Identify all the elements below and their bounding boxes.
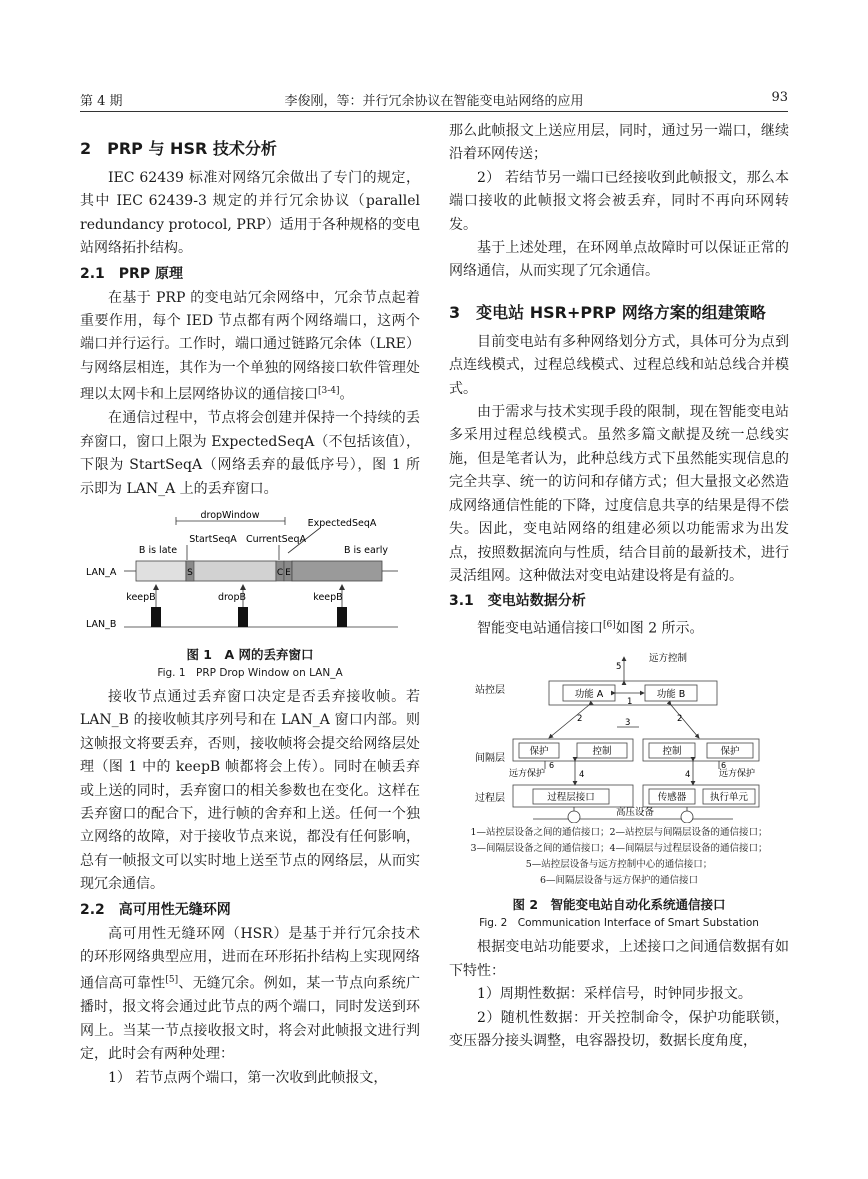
label-s: S <box>187 567 193 578</box>
paragraph: 接收节点通过丢弃窗口决定是否丢弃接收帧。若 LAN_B 的接收帧其序列号和在 LAN_A 窗口内部。则这帧报文将要丢弃，否则，接收帧将会提交给网络层处理（图 1 中的 keepB 帧都将会上传）。同时在帧丢弃或上送的同时，丢弃窗口的相关参数也在变化。这样在丢弃窗口的配合下，进行帧的舍弃和上送。任何一个独立网络的故障，对于接收节点来说，都没有任何影响，总有一帧报文可以实时地上送至节点的网络层，从而实现冗余通信。 <box>80 688 420 893</box>
num-3: 3 <box>625 718 631 729</box>
label-b-late: B is late <box>138 544 178 556</box>
figure-2-caption-en: Fig. 2 Communication Interface of Smart Substation <box>479 917 759 930</box>
section-3-1-title: 3.1 变电站数据分析 <box>449 593 586 610</box>
paragraph: 1） 若节点两个端口，第一次收到此帧报文， <box>108 1069 388 1086</box>
paragraph: IEC 62439 标准对网络冗余做出了专门的规定，其中 IEC 62439-3 规定的并行冗余协议（parallel redundancy protocol, PRP）适用于各种规格的变电站网络拓扑结构。 <box>80 170 420 257</box>
citation: [6] <box>603 620 616 631</box>
running-title: 李俊刚，等：并行冗余协议在智能变电站网络的应用 <box>284 94 584 109</box>
paragraph: 2）随机性数据：开关控制命令，保护功能联锁，变压器分接头调整，电容器投切，数据长度角度， <box>449 1009 789 1049</box>
paragraph: 高可用性无缝环网（HSR）是基于并行冗余技术的环形网络典型应用，进而在环形拓扑结构上实现网络通信高可靠性[5]、无缝冗余。例如，某一节点向系统广播时，报文将会通过此节点的两个端口，同时发送到环网上。当某一节点接收报文时，将会对此帧报文进行判定，此时会有两种处理： <box>80 925 421 1063</box>
label-keep-b-1: keepB <box>126 591 156 603</box>
label-remote-protect-left: 远方保护 <box>509 769 546 780</box>
label-protect-right: 保护 <box>720 746 740 758</box>
label-hv-equipment: 高压设备 <box>615 807 655 819</box>
figure-1-caption: 图 1 A 网的丢弃窗口 <box>186 646 314 662</box>
label-remote-control: 远方控制 <box>649 653 688 665</box>
label-control-left: 控制 <box>592 746 612 758</box>
figure-1-drop-window <box>80 507 420 639</box>
label-func-a: 功能 A <box>574 689 604 701</box>
section-2-1-title: 2.1 PRP 原理 <box>80 265 183 282</box>
paragraph: 在通信过程中，节点将会创建并保持一个持续的丢弃窗口，窗口上限为 ExpectedSeqA（不包括该值），下限为 StartSeqA（网络丢弃的最低序号），图 1 所示即为 LAN_A 上的丢弃窗口。 <box>80 410 420 497</box>
header-rule <box>80 111 788 112</box>
label-lan-b: LAN_B <box>86 618 117 630</box>
num-5: 5 <box>616 662 622 673</box>
label-actuator: 执行单元 <box>709 792 749 804</box>
label-station-layer: 站控层 <box>475 685 505 697</box>
paragraph: 在基于 PRP 的变电站冗余网络中，冗余节点起着重要作用，每个 IED 节点都有两个网络端口，这两个端口并行运行。工作时，端口通过链路冗余体（LRE）与网络层相连，其作为一个单独的网络接口软件管理处理以太网卡和上层网络协议的通信接口[3-4]。 <box>80 289 420 403</box>
num-1: 1 <box>627 697 633 708</box>
label-protect-left: 保护 <box>529 746 549 758</box>
num-6-right: 6 <box>721 761 727 771</box>
section-2-title: 2 PRP 与 HSR 技术分析 <box>80 139 277 158</box>
left-column <box>80 120 420 1090</box>
label-e: E <box>285 567 291 578</box>
label-process-layer: 过程层 <box>475 793 505 805</box>
label-lan-a: LAN_A <box>86 566 117 578</box>
label-start-seq: StartSeqA <box>189 533 237 545</box>
num-4-left: 4 <box>579 770 585 781</box>
figure-2-interfaces <box>449 647 789 823</box>
label-expected-seq: ExpectedSeqA <box>307 517 377 529</box>
label-b-early: B is early <box>344 544 388 556</box>
num-4-right: 4 <box>685 770 691 781</box>
paragraph: 由于需求与技术实现手段的限制，现在智能变电站多采用过程总线模式。虽然多篇文献提及统一总线实施，但是笔者认为，此种总线方式下虽然能实现信息的完全共享、统一的访问和存储方式；但大量报文必然造成网络通信性能的下降，过度信息共享的结果是得不偿失。因此，变电站网络的组建必须以功能需求为出发点，按照数据流向与性质，结合目前的最新技术，进行灵活组网。这种做法对变电站建设将是有益的。 <box>449 404 789 584</box>
citation: [3-4] <box>318 386 340 397</box>
figure-2-caption: 图 2 智能变电站自动化系统通信接口 <box>512 897 726 913</box>
figure-1-caption-en: Fig. 1 PRP Drop Window on LAN_A <box>157 666 343 679</box>
num-2-left: 2 <box>577 714 583 725</box>
label-drop-b: dropB <box>217 591 247 603</box>
label-func-b: 功能 B <box>656 689 686 701</box>
num-6-left: 6 <box>549 761 555 771</box>
paragraph: 基于上述处理，在环网单点故障时可以保证正常的网络通信，从而实现了冗余通信。 <box>449 240 789 280</box>
label-c: C <box>276 567 284 578</box>
paragraph: 根据变电站功能要求，上述接口之间通信数据有如下特性： <box>449 939 789 979</box>
section-2-2-title: 2.2 高可用性无缝环网 <box>80 901 231 918</box>
page-header <box>0 0 868 112</box>
label-process-interface: 过程层接口 <box>547 792 595 804</box>
label-keep-b-2: keepB <box>313 591 343 603</box>
label-control-right: 控制 <box>662 746 682 758</box>
figure-2-legend: 1—站控层设备之间的通信接口；2—站控层与间隔层设备的通信接口； 3—间隔层设备之间的通信接口；4—间隔层与过程层设备的通信接口； 5—站控层设备与远方控制中心的通信接口； 6—间隔层设备与远方保护的通信接口 <box>470 827 768 887</box>
paragraph: 那么此帧报文上送应用层，同时，通过另一端口，继续沿着环网传送； <box>449 123 789 163</box>
section-3-title: 3 变电站 HSR+PRP 网络方案的组建策略 <box>449 302 766 322</box>
right-column <box>449 120 789 1053</box>
label-sensor: 传感器 <box>657 792 687 804</box>
label-bay-layer: 间隔层 <box>475 753 505 765</box>
page-number: 93 <box>771 90 788 105</box>
num-2-right: 2 <box>677 714 683 725</box>
issue-label: 第 4 期 <box>80 94 123 109</box>
paragraph: 2） 若结节另一端口已经接收到此帧报文，那么本端口接收的此帧报文将会被丢弃，同时不再向环网转发。 <box>449 169 789 233</box>
paragraph: 1）周期性数据：采样信号，时钟同步报文。 <box>477 986 752 1003</box>
paragraph: 目前变电站有多种网络划分方式，具体可分为点到点连线模式，过程总线模式、过程总线和站总线合并模式。 <box>449 333 789 397</box>
label-drop-window: dropWindow <box>200 509 260 521</box>
citation: [5] <box>165 975 179 986</box>
paragraph: 智能变电站通信接口[6]如图 2 所示。 <box>477 620 704 637</box>
label-remote-protect-right: 远方保护 <box>719 769 756 780</box>
label-current-seq: CurrentSeqA <box>245 533 307 545</box>
